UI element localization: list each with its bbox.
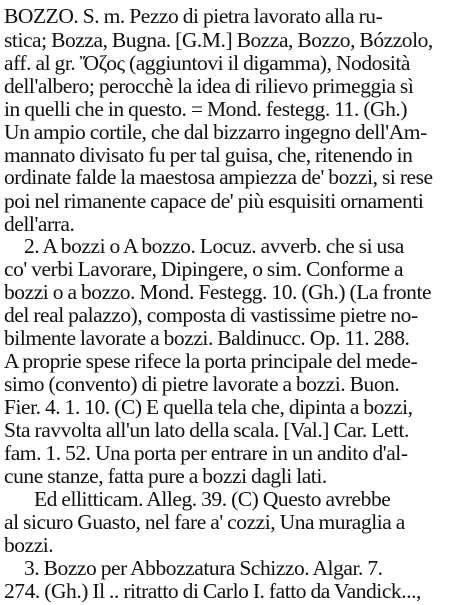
text-line: 2. A bozzi o A bozzo. Locuz. avverb. che si usa (24, 234, 404, 258)
text-line: Fier. 4. 1. 10. (C) E quella tela che, dipinta a bozzi, (4, 395, 413, 419)
text-line: Ed ellitticam. Alleg. 39. (C) Questo avrebbe (34, 487, 391, 511)
text-line: co' verbi Lavorare, Dipingere, o sim. Conforme a (4, 257, 404, 281)
text-line: bilmente lavorate a bozzi. Baldinucc. Op. 11. 288. (4, 326, 410, 350)
text-line: ordinate falde la maestosa ampiezza de' bozzi, si rese (4, 165, 433, 189)
text-line: cune stanze, fatta pure a bozzi dagli lati. (4, 464, 327, 488)
text-line: 274. (Gh.) Il .. ritratto di Carlo I. fatto da Vandick..., (4, 579, 421, 603)
text-line: simo (convento) di pietre lavorate a bozzi. Buon. (4, 372, 400, 396)
text-line: aff. al gr. Ὄζος (aggiuntovi il digamma), Nodosità (4, 51, 411, 75)
text-line: Sta ravvolta all'un lato della scala. [Val.] Car. Lett. (4, 418, 409, 442)
text-line: mannato divisato fu per tal guisa, che, ritenendo in (4, 143, 413, 167)
text-line: dell'arra. (4, 212, 75, 236)
text-line: 3. Bozzo per Abbozzatura Schizzo. Algar. 7. (24, 556, 383, 580)
text-line: in quelli che in questo. = Mond. festegg. 11. (Gh.) (4, 97, 408, 121)
text-line: fam. 1. 52. Una porta per entrare in un andito d'al- (4, 441, 408, 465)
text-line: al sicuro Guasto, nel fare a' cozzi, Una muraglia a (4, 510, 405, 534)
text-line: poi nel rimanente capace de' più esquisiti ornamenti (4, 189, 424, 213)
text-line: stica; Bozza, Bugna. [G.M.] Bozza, Bozzo, Bózzolo, (4, 28, 433, 52)
text-line: bozzi. (4, 533, 54, 557)
text-line: BOZZO. S. m. Pezzo di pietra lavorato alla ru- (4, 4, 383, 28)
text-line: del real palazzo), composta di vastissime pietre no- (4, 303, 418, 327)
text-line: Un ampio cortile, che dal bizzarro ingegno dell'Am- (4, 120, 427, 144)
text-line: A proprie spese rifece la porta principale del mede- (4, 349, 418, 373)
text-line: bozzi o a bozzo. Mond. Festegg. 10. (Gh.) (La fronte (4, 280, 432, 304)
text-line: dell'albero; perocchè la idea di rilievo primeggia sì (4, 74, 414, 98)
